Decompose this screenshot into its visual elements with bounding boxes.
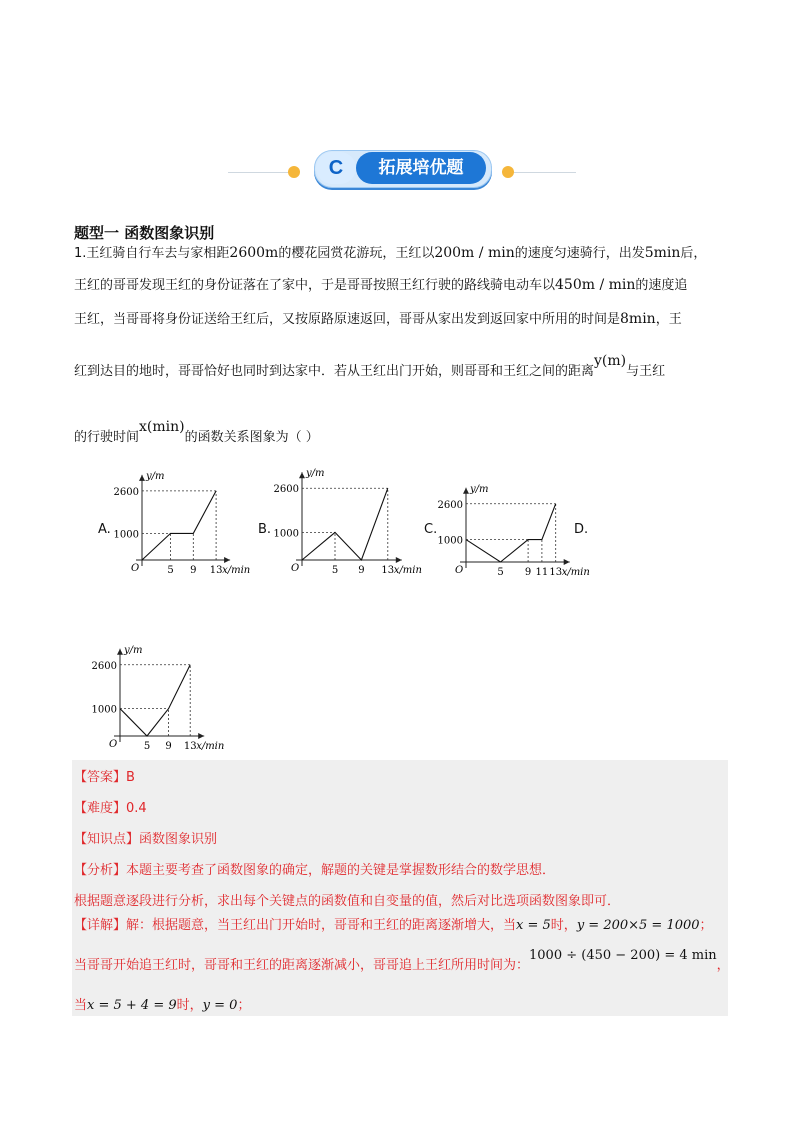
x-tick-label: 13 — [209, 565, 223, 576]
y-axis-label: y/m — [146, 470, 165, 482]
y-axis-arrow — [117, 649, 123, 655]
analysis-text-1: 本题主要考查了函数图象的确定，解题的关键是掌握数形结合的数学思想． — [126, 863, 556, 878]
y-tick-label: 2600 — [91, 660, 117, 672]
analysis-row-1 — [74, 859, 555, 878]
detail-text-1a: 解：根据题意，当王红出门开始时，哥哥和王红的距离逐渐增大，当 — [126, 918, 517, 933]
q3-text-b: ，王 — [655, 312, 682, 327]
x-tick-label: 9 — [524, 567, 532, 578]
q4-text-b: 与王红 — [626, 364, 666, 379]
q5-math-x: x(min) — [139, 419, 185, 435]
q1-math-speed: 200m / min — [434, 245, 515, 261]
q2-math-speed: 450m / min — [555, 277, 636, 293]
x-tick-label: 5 — [331, 565, 339, 576]
y-axis-label: y/m — [124, 644, 143, 656]
difficulty-value: 0.4 — [126, 801, 147, 816]
detail-math-3: 1000 ÷ (450 − 200) = 4 min — [529, 948, 717, 963]
x-tick-label: 13 — [381, 565, 395, 576]
question-line-5 — [74, 419, 319, 445]
question-line-4 — [74, 353, 666, 379]
detail-text-3a: 当 — [74, 998, 88, 1013]
header-right-line — [512, 172, 576, 173]
detail-text-3b: 时， — [176, 998, 203, 1013]
x-axis-arrow — [396, 557, 402, 563]
q3-math-time: 8min — [620, 311, 656, 327]
x-axis-label: x/min — [222, 565, 251, 576]
origin-label: O — [131, 563, 140, 574]
x-tick-label: 5 — [167, 565, 174, 576]
analysis-row-2 — [74, 890, 620, 909]
option-a-label[interactable]: A. — [98, 522, 111, 537]
series-line — [142, 491, 216, 560]
q1-text-a: 1.王红骑自行车去与家相距 — [74, 246, 230, 261]
detail-text-1b: 时， — [550, 918, 577, 933]
x-tick-label: 5 — [497, 567, 504, 578]
option-c-chart — [437, 470, 590, 580]
q4-math-y: y(m) — [594, 353, 627, 369]
x-tick-label: 11 — [535, 567, 549, 578]
q1-text-c: 的速度匀速骑行，出发 — [514, 246, 645, 261]
section-title: 题型一 函数图象识别 — [74, 224, 215, 242]
q4-text-a: 红到达目的地时，哥哥恰好也同时到达家中．若从王红出门开始，则哥哥和王红之间的距离 — [74, 364, 595, 379]
detail-text-1c: ； — [699, 918, 713, 933]
origin-label: O — [291, 563, 300, 574]
y-axis-label: y/m — [306, 468, 325, 480]
question-line-1 — [74, 242, 706, 261]
y-axis-label: y/m — [470, 483, 489, 495]
difficulty-label: 【难度】 — [74, 801, 127, 816]
detail-math-2: y = 200×5 = 1000 — [576, 918, 700, 933]
option-c-label[interactable]: C. — [424, 522, 438, 537]
detail-math-1: x = 5 — [516, 918, 551, 933]
detail-row-2 — [74, 948, 730, 973]
answer-row — [74, 766, 135, 785]
y-tick-label: 1000 — [273, 528, 299, 540]
x-axis-arrow — [198, 733, 204, 739]
answer-value: B — [126, 770, 135, 785]
y-axis-arrow — [139, 475, 145, 481]
option-d-label[interactable]: D. — [574, 522, 589, 537]
detail-row-3 — [74, 994, 250, 1013]
x-axis-arrow — [564, 559, 570, 565]
x-tick-label: 13 — [549, 567, 563, 578]
q1-text-d: 后， — [680, 246, 707, 261]
detail-text-2a: 当哥哥开始追王红时，哥哥和王红的距离逐渐减小，哥哥追上王红所用时间为： — [74, 958, 530, 973]
header-right-dot — [502, 166, 514, 178]
q3-text-a: 王红，当哥哥将身份证送给王红后，又按原路原速返回，哥哥从家出发到返回家中所用的时间是 — [74, 312, 621, 327]
series-line — [302, 488, 388, 560]
x-tick-label: 5 — [143, 741, 151, 752]
x-axis-arrow — [224, 557, 230, 563]
detail-text-2b: ， — [716, 958, 730, 973]
y-tick-label: 1000 — [113, 529, 139, 541]
y-tick-label: 2600 — [273, 484, 299, 496]
header-left-dot — [288, 166, 300, 178]
q2-text-a: 王红的哥哥发现王红的身份证落在了家中，于是哥哥按照王红行驶的路线骑电动车以 — [74, 278, 556, 293]
y-tick-label: 1000 — [437, 535, 463, 547]
x-axis-label: x/min — [393, 565, 422, 576]
question-line-2 — [74, 274, 687, 293]
x-tick-label: 9 — [358, 565, 365, 576]
x-tick-label: 13 — [183, 741, 197, 752]
option-b-label[interactable]: B. — [258, 522, 272, 537]
detail-math-4: x = 5 + 4 = 9 — [87, 998, 177, 1013]
q5-text-a: 的行驶时间 — [74, 430, 140, 445]
x-axis-label: x/min — [561, 567, 590, 578]
detail-row-1 — [74, 914, 713, 933]
q1-math-distance: 2600m — [229, 245, 279, 261]
detail-label: 【详解】 — [74, 918, 127, 933]
analysis-label: 【分析】 — [74, 863, 127, 878]
x-axis-label: x/min — [196, 741, 225, 752]
q1-text-b: 的樱花园赏花游玩，王红以 — [278, 246, 435, 261]
series-line — [120, 665, 190, 736]
q1-math-time: 5min — [644, 245, 681, 261]
option-b-chart — [272, 458, 432, 580]
option-a-chart — [112, 462, 262, 580]
header-letter: C — [316, 152, 356, 184]
x-tick-label: 9 — [190, 565, 197, 576]
header-title: 拓展培优题 — [356, 152, 486, 184]
origin-label: O — [109, 739, 118, 750]
y-tick-label: 2600 — [437, 499, 463, 511]
difficulty-row — [74, 797, 147, 816]
answer-label: 【答案】 — [74, 770, 127, 785]
header-left-line — [228, 172, 292, 173]
y-tick-label: 2600 — [113, 486, 139, 498]
knowledge-row — [74, 828, 217, 847]
option-d-chart — [92, 644, 240, 754]
solution-panel — [72, 760, 728, 1016]
detail-math-5: y = 0 — [202, 998, 238, 1013]
q5-text-b: 的函数关系图象为（ ） — [184, 430, 319, 445]
y-axis-arrow — [463, 488, 469, 494]
x-tick-label: 9 — [165, 741, 172, 752]
origin-label: O — [455, 565, 464, 576]
detail-text-3c: ； — [237, 998, 251, 1013]
y-axis-arrow — [299, 472, 305, 478]
question-line-3 — [74, 308, 682, 327]
y-tick-label: 1000 — [91, 704, 117, 716]
q2-text-b: 的速度追 — [635, 278, 688, 293]
knowledge-label: 【知识点】 — [74, 832, 140, 847]
analysis-text-2: 根据题意逐段进行分析，求出每个关键点的函数值和自变量的值，然后对比选项函数图象即可． — [74, 894, 621, 909]
knowledge-value: 函数图象识别 — [139, 832, 218, 847]
